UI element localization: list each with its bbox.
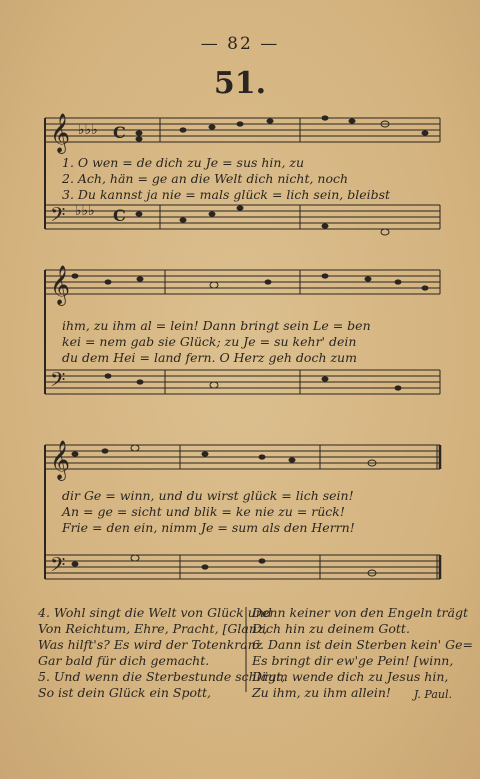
time-signature-icon: C [113, 123, 126, 142]
page-number: — 82 — [200, 34, 280, 54]
bass-clef-icon: 𝄢 [50, 203, 66, 231]
lyrics-line: 2. Ach, hän = ge an die Welt dich nicht, noch [62, 171, 349, 186]
verse-line: Dich hin zu deinem Gott. [252, 621, 410, 636]
lyrics-line: Frie = den ein, nimm Je = sum als den Herrn! [62, 520, 355, 535]
verses-left-column [38, 605, 285, 701]
verse-line: 5. Und wenn die Sterbestunde schlägt, [38, 669, 286, 684]
verse-line: Von Reichtum, Ehre, Pracht, [Glanz, [38, 621, 268, 636]
lyrics-line: An = ge = sicht und blik = ke nie zu = rück! [62, 504, 345, 519]
verse-line: Denn keiner von den Engeln trägt [252, 605, 468, 620]
verse-line: Gar bald für dich gemacht. [38, 653, 210, 668]
verse-line: Drum wende dich zu Jesus hin, [252, 669, 449, 684]
verse-line: 6. Dann ist dein Sterben kein' Ge= [252, 637, 473, 652]
treble-clef-icon: 𝄞 [50, 265, 71, 305]
verse-line: So ist dein Glück ein Spott, [38, 685, 212, 700]
lyrics-line: du dem Hei = land fern. O Herz geh doch zum [62, 350, 357, 365]
treble-clef-icon: 𝄞 [50, 440, 71, 480]
key-signature-icon: ♭♭♭ [78, 122, 98, 138]
staff-system-2-bass [45, 370, 440, 394]
staff-system-2-treble [45, 270, 440, 294]
verse-line: Zu ihm, zu ihm allein! [252, 685, 391, 700]
verses-right-column [252, 605, 473, 701]
lyrics-line: ihm, zu ihm al = lein! Dann bringt sein Le = ben [62, 318, 371, 333]
lyrics-line: 1. O wen = de dich zu Je = sus hin, zu [62, 155, 305, 170]
verse-line: 4. Wohl singt die Welt von Glück und [38, 605, 272, 620]
bass-clef-icon: 𝄢 [50, 368, 66, 396]
lyrics-line: 3. Du kannst ja nie = mals glück = lich sein, bleibst [62, 187, 391, 202]
bass-clef-icon: 𝄢 [50, 553, 66, 581]
staff-system-1-treble [45, 118, 440, 142]
verse-line: Was hilft's? Es wird der Totenkranz [38, 637, 263, 652]
hymn-number: 51. [213, 66, 267, 101]
author-credit: J. Paul. [413, 688, 452, 701]
verse-line: Es bringt dir ew'ge Pein! [winn, [252, 653, 454, 668]
time-signature-icon: C [113, 206, 126, 225]
lyrics-line: dir Ge = winn, und du wirst glück = lich sein! [62, 488, 354, 503]
staff-system-3-bass [45, 555, 440, 579]
treble-clef-icon: 𝄞 [50, 113, 71, 153]
key-signature-icon: ♭♭♭ [75, 203, 95, 219]
lyrics-line: kei = nem gab sie Glück; zu Je = su kehr' dein [62, 334, 357, 349]
